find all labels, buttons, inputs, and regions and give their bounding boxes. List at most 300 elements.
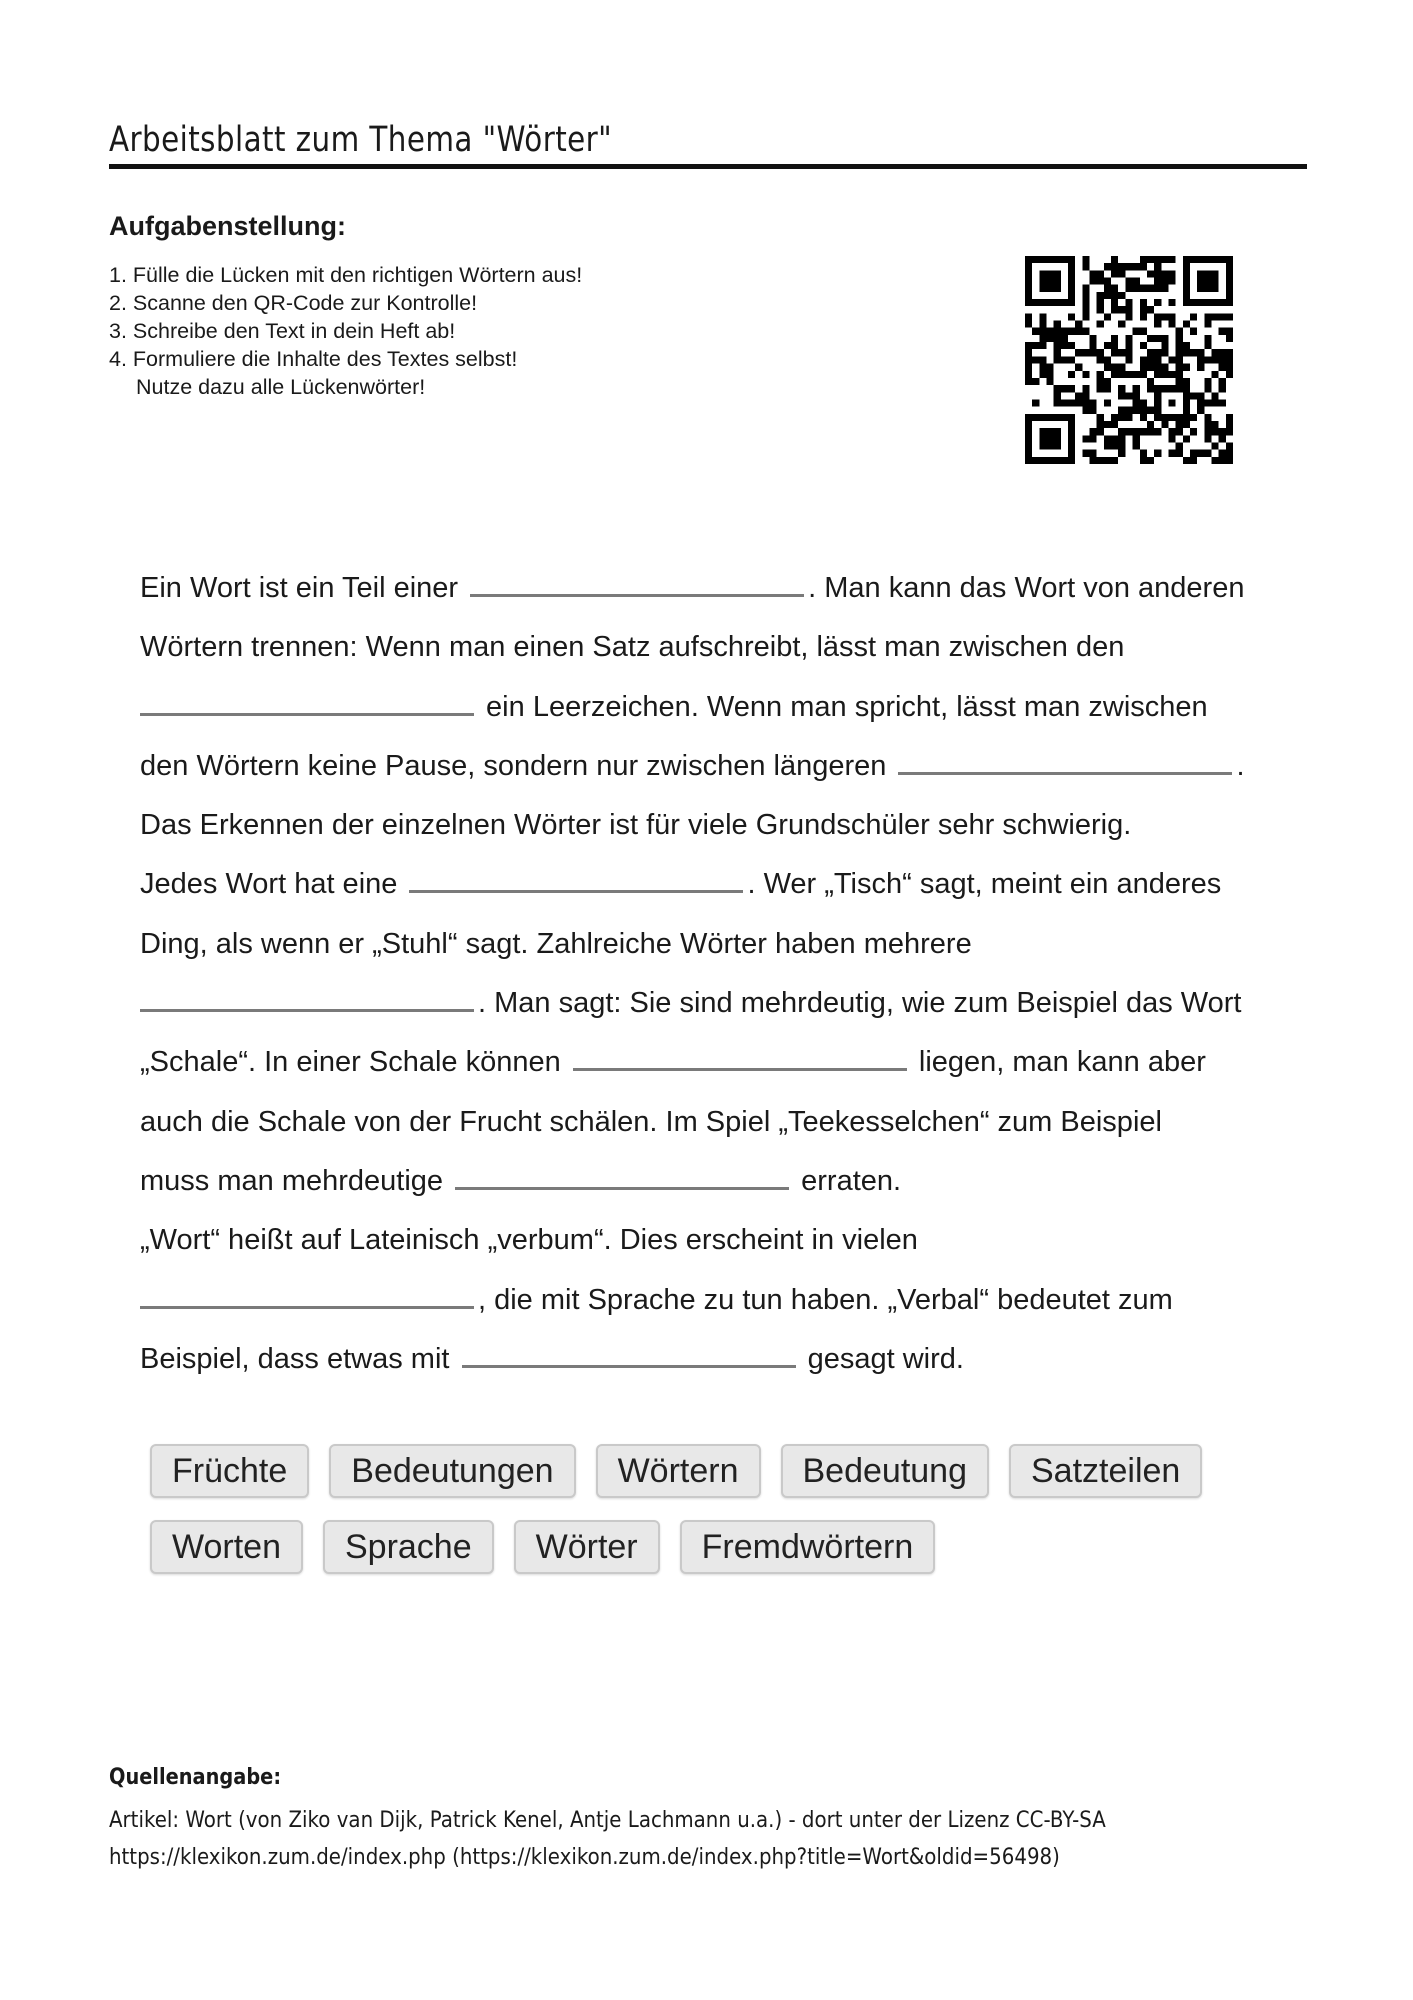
qr-module [1025, 321, 1032, 328]
qr-module [1226, 256, 1233, 263]
qr-module [1039, 313, 1046, 320]
qr-module [1025, 313, 1032, 320]
cloze-text-segment: den Wörtern keine Pause, sondern nur zwischen längeren [140, 749, 887, 782]
qr-module [1147, 407, 1154, 414]
qr-module [1226, 364, 1233, 371]
qr-module [1097, 299, 1104, 306]
qr-module [1140, 356, 1147, 363]
qr-module [1047, 442, 1054, 449]
qr-module [1190, 349, 1197, 356]
qr-module [1097, 385, 1104, 392]
qr-module [1111, 335, 1118, 342]
qr-module [1047, 378, 1054, 385]
qr-module [1133, 371, 1140, 378]
qr-module [1176, 442, 1183, 449]
qr-module [1061, 299, 1068, 306]
qr-module [1204, 378, 1211, 385]
qr-module [1226, 442, 1233, 449]
source-url[interactable]: https://klexikon.zum.de/index.php (https://klexikon.zum.de/index.php?title=Wort&oldid=56498) [109, 1845, 1060, 1870]
qr-module [1054, 392, 1061, 399]
qr-module [1190, 428, 1197, 435]
qr-module [1118, 385, 1125, 392]
qr-module [1147, 349, 1154, 356]
qr-module [1047, 364, 1054, 371]
qr-module [1090, 270, 1097, 277]
qr-module [1161, 371, 1168, 378]
qr-module [1025, 299, 1032, 306]
qr-module [1061, 457, 1068, 464]
word-chip[interactable]: Bedeutung [781, 1444, 990, 1498]
qr-module [1147, 378, 1154, 385]
qr-module [1104, 356, 1111, 363]
qr-module [1140, 428, 1147, 435]
qr-module [1039, 342, 1046, 349]
source-heading: Quellenangabe: [109, 1765, 282, 1790]
qr-module [1047, 428, 1054, 435]
qr-module [1140, 457, 1147, 464]
qr-module [1025, 285, 1032, 292]
qr-module [1197, 399, 1204, 406]
qr-module [1054, 270, 1061, 277]
qr-module [1197, 285, 1204, 292]
qr-module [1054, 321, 1061, 328]
qr-module [1190, 328, 1197, 335]
qr-module [1068, 371, 1075, 378]
qr-module [1025, 292, 1032, 299]
qr-module [1061, 342, 1068, 349]
task-item: 4. Formuliere die Inhalte des Textes selbst! [109, 347, 518, 371]
qr-module [1082, 328, 1089, 335]
qr-module [1118, 349, 1125, 356]
qr-module [1097, 414, 1104, 421]
qr-module [1097, 270, 1104, 277]
word-chip[interactable]: Sprache [323, 1520, 494, 1574]
qr-module [1176, 364, 1183, 371]
qr-module [1140, 399, 1147, 406]
qr-module [1133, 385, 1140, 392]
word-chip[interactable]: Bedeutungen [329, 1444, 575, 1498]
word-chip[interactable]: Worten [150, 1520, 303, 1574]
gap-input[interactable] [898, 746, 1232, 775]
qr-module [1025, 371, 1032, 378]
worksheet-header [109, 112, 1307, 169]
qr-module [1211, 428, 1218, 435]
cloze-line [140, 618, 1300, 677]
qr-module [1054, 342, 1061, 349]
word-chip[interactable]: Satzteilen [1009, 1444, 1202, 1498]
qr-module [1054, 285, 1061, 292]
qr-module [1082, 349, 1089, 356]
qr-module [1176, 349, 1183, 356]
cloze-line [140, 855, 1300, 914]
qr-module [1140, 342, 1147, 349]
qr-module [1226, 371, 1233, 378]
qr-module [1068, 442, 1075, 449]
qr-module [1133, 399, 1140, 406]
qr-module [1226, 421, 1233, 428]
cloze-line [140, 1033, 1300, 1092]
qr-module [1183, 378, 1190, 385]
qr-module [1032, 399, 1039, 406]
qr-module [1183, 364, 1190, 371]
qr-module [1054, 457, 1061, 464]
qr-module [1219, 313, 1226, 320]
cloze-text-segment: . Wer „Tisch“ sagt, meint ein anderes [747, 868, 1222, 901]
qr-module [1111, 349, 1118, 356]
qr-module [1090, 457, 1097, 464]
qr-module [1125, 263, 1132, 270]
task-item: 1. Fülle die Lücken mit den richtigen Wörtern aus! [109, 263, 583, 287]
qr-module [1226, 414, 1233, 421]
qr-module [1125, 371, 1132, 378]
cloze-line [140, 1271, 1300, 1330]
qr-module [1054, 435, 1061, 442]
qr-module [1161, 421, 1168, 428]
qr-module [1097, 321, 1104, 328]
qr-module [1039, 285, 1046, 292]
qr-module [1154, 428, 1161, 435]
cloze-text-segment: gesagt wird. [799, 1342, 964, 1375]
qr-module [1097, 278, 1104, 285]
qr-module [1154, 392, 1161, 399]
qr-module [1176, 356, 1183, 363]
qr-module [1097, 378, 1104, 385]
qr-module [1032, 299, 1039, 306]
qr-module [1068, 428, 1075, 435]
qr-module [1211, 457, 1218, 464]
word-chip[interactable]: Wörtern [596, 1444, 761, 1498]
qr-module [1032, 378, 1039, 385]
cloze-text-segment: , die mit Sprache zu tun haben. „Verbal“ bedeutet zum [478, 1283, 1173, 1316]
page-title: Arbeitsblatt zum Thema "Wörter" [109, 120, 613, 160]
qr-module [1068, 399, 1075, 406]
qr-module [1183, 263, 1190, 270]
qr-module [1090, 428, 1097, 435]
qr-module [1147, 285, 1154, 292]
qr-module [1125, 407, 1132, 414]
qr-module [1219, 299, 1226, 306]
qr-module [1125, 356, 1132, 363]
qr-module [1161, 342, 1168, 349]
qr-module [1032, 356, 1039, 363]
qr-module [1211, 371, 1218, 378]
qr-module [1183, 256, 1190, 263]
cloze-line [140, 1152, 1300, 1211]
qr-module [1140, 450, 1147, 457]
cloze-text-segment: liegen, man kann aber [910, 1046, 1206, 1079]
qr-module [1118, 407, 1125, 414]
qr-module [1068, 356, 1075, 363]
qr-module [1118, 450, 1125, 457]
qr-module [1104, 442, 1111, 449]
qr-module [1168, 371, 1175, 378]
qr-module [1147, 335, 1154, 342]
qr-module [1204, 321, 1211, 328]
qr-module [1168, 313, 1175, 320]
qr-module [1176, 414, 1183, 421]
word-chip[interactable]: Früchte [150, 1444, 309, 1498]
qr-module [1111, 292, 1118, 299]
qr-module [1140, 263, 1147, 270]
qr-module [1183, 321, 1190, 328]
qr-module [1047, 335, 1054, 342]
qr-module [1125, 285, 1132, 292]
qr-module [1125, 342, 1132, 349]
qr-module [1061, 414, 1068, 421]
cloze-text-segment: „Wort“ heißt auf Lateinisch „verbum“. Dies erscheint in vielen [140, 1224, 918, 1257]
qr-module [1125, 428, 1132, 435]
qr-module [1039, 364, 1046, 371]
qr-module [1147, 356, 1154, 363]
qr-module [1039, 299, 1046, 306]
qr-module [1068, 299, 1075, 306]
qr-module [1176, 378, 1183, 385]
qr-module [1025, 435, 1032, 442]
qr-module [1118, 306, 1125, 313]
gap-input[interactable] [140, 1280, 474, 1309]
qr-module [1168, 414, 1175, 421]
qr-module [1183, 414, 1190, 421]
qr-module [1068, 421, 1075, 428]
word-chip[interactable]: Wörter [514, 1520, 660, 1574]
qr-module [1047, 270, 1054, 277]
qr-module [1204, 270, 1211, 277]
qr-module [1176, 421, 1183, 428]
task-item: 2. Scanne den QR-Code zur Kontrolle! [109, 291, 478, 315]
gap-input[interactable] [140, 687, 474, 716]
cloze-line [140, 1330, 1300, 1389]
qr-module [1097, 292, 1104, 299]
qr-module [1047, 256, 1054, 263]
qr-module [1054, 356, 1061, 363]
qr-module [1082, 435, 1089, 442]
qr-module [1197, 256, 1204, 263]
gap-input[interactable] [462, 1339, 796, 1368]
qr-module [1168, 385, 1175, 392]
qr-module [1197, 356, 1204, 363]
qr-module [1054, 328, 1061, 335]
qr-module [1154, 299, 1161, 306]
qr-module [1075, 328, 1082, 335]
qr-module [1219, 399, 1226, 406]
qr-module [1047, 278, 1054, 285]
qr-module [1154, 450, 1161, 457]
qr-module [1054, 256, 1061, 263]
qr-module [1061, 328, 1068, 335]
qr-module [1147, 306, 1154, 313]
qr-module [1111, 435, 1118, 442]
cloze-text-segment: Beispiel, dass etwas mit [140, 1342, 450, 1375]
qr-module [1190, 414, 1197, 421]
qr-module [1168, 399, 1175, 406]
qr-module [1176, 335, 1183, 342]
qr-module [1025, 256, 1032, 263]
qr-module [1226, 349, 1233, 356]
qr-module [1176, 428, 1183, 435]
qr-module [1118, 442, 1125, 449]
qr-module [1197, 407, 1204, 414]
qr-module [1047, 457, 1054, 464]
qr-module [1097, 306, 1104, 313]
qr-module [1111, 263, 1118, 270]
qr-module [1226, 285, 1233, 292]
qr-module [1190, 392, 1197, 399]
qr-module [1197, 392, 1204, 399]
qr-module [1118, 263, 1125, 270]
qr-module [1054, 414, 1061, 421]
qr-module [1183, 349, 1190, 356]
qr-module [1197, 349, 1204, 356]
cloze-text-segment: „Schale“. In einer Schale können [140, 1046, 561, 1079]
qr-module [1125, 414, 1132, 421]
qr-module [1025, 342, 1032, 349]
qr-module [1204, 342, 1211, 349]
qr-module [1054, 428, 1061, 435]
qr-module [1054, 385, 1061, 392]
qr-module [1183, 392, 1190, 399]
qr-module [1211, 356, 1218, 363]
qr-module [1068, 414, 1075, 421]
qr-module [1204, 356, 1211, 363]
qr-module [1025, 263, 1032, 270]
qr-module [1133, 435, 1140, 442]
qr-module [1161, 414, 1168, 421]
qr-module [1061, 356, 1068, 363]
qr-module [1061, 256, 1068, 263]
qr-module [1154, 399, 1161, 406]
qr-module [1168, 450, 1175, 457]
qr-module [1039, 457, 1046, 464]
qr-module [1032, 457, 1039, 464]
cloze-text-segment: Das Erkennen der einzelnen Wörter ist für viele Grundschüler sehr schwierig. [140, 809, 1132, 842]
qr-module [1039, 328, 1046, 335]
qr-module [1090, 435, 1097, 442]
qr-module [1226, 313, 1233, 320]
qr-module [1097, 356, 1104, 363]
qr-module [1183, 270, 1190, 277]
qr-module [1154, 407, 1161, 414]
qr-module [1118, 321, 1125, 328]
qr-module [1168, 435, 1175, 442]
cloze-line [140, 915, 1300, 974]
qr-module [1090, 335, 1097, 342]
qr-module [1125, 299, 1132, 306]
cloze-line [140, 796, 1300, 855]
qr-module [1219, 435, 1226, 442]
task-list [109, 261, 582, 401]
gap-input[interactable] [140, 983, 474, 1012]
qr-module [1047, 299, 1054, 306]
qr-module [1147, 385, 1154, 392]
qr-module [1025, 364, 1032, 371]
qr-module [1226, 328, 1233, 335]
qr-module [1133, 278, 1140, 285]
qr-module [1133, 442, 1140, 449]
qr-module [1190, 457, 1197, 464]
qr-module [1190, 299, 1197, 306]
qr-module [1154, 356, 1161, 363]
qr-module [1154, 371, 1161, 378]
qr-module [1161, 285, 1168, 292]
qr-module [1032, 342, 1039, 349]
qr-module [1154, 313, 1161, 320]
word-chip[interactable]: Fremdwörtern [680, 1520, 936, 1574]
source-citation: Artikel: Wort (von Ziko van Dijk, Patrick Kenel, Antje Lachmann u.a.) - dort unter der Lizenz CC-BY-SA [109, 1808, 1106, 1833]
qr-module [1097, 457, 1104, 464]
task-heading: Aufgabenstellung: [109, 211, 346, 241]
qr-module [1176, 450, 1183, 457]
qr-module [1204, 299, 1211, 306]
qr-module [1219, 428, 1226, 435]
word-bank-row [150, 1520, 1250, 1574]
qr-module [1226, 457, 1233, 464]
qr-module [1111, 364, 1118, 371]
qr-module [1047, 414, 1054, 421]
gap-input[interactable] [573, 1042, 907, 1071]
gap-input[interactable] [409, 864, 743, 893]
qr-module [1068, 270, 1075, 277]
cloze-line [140, 737, 1300, 796]
qr-module [1047, 285, 1054, 292]
qr-module [1025, 450, 1032, 457]
qr-module [1161, 256, 1168, 263]
qr-module [1211, 299, 1218, 306]
qr-module [1133, 392, 1140, 399]
qr-module [1140, 407, 1147, 414]
cloze-text-segment: muss man mehrdeutige [140, 1164, 444, 1197]
qr-module [1154, 270, 1161, 277]
qr-module [1097, 421, 1104, 428]
gap-input[interactable] [470, 568, 804, 597]
qr-module [1161, 335, 1168, 342]
qr-module [1068, 435, 1075, 442]
qr-module [1082, 407, 1089, 414]
qr-module [1111, 299, 1118, 306]
qr-module [1104, 457, 1111, 464]
qr-module [1125, 335, 1132, 342]
qr-module [1068, 278, 1075, 285]
qr-module [1183, 407, 1190, 414]
qr-module [1211, 313, 1218, 320]
qr-module [1183, 285, 1190, 292]
qr-module [1219, 356, 1226, 363]
qr-module [1025, 270, 1032, 277]
qr-module [1118, 428, 1125, 435]
qr-module [1211, 421, 1218, 428]
qr-module [1118, 435, 1125, 442]
qr-module [1168, 321, 1175, 328]
gap-input[interactable] [455, 1161, 789, 1190]
qr-module [1097, 349, 1104, 356]
qr-module [1090, 278, 1097, 285]
qr-module [1082, 292, 1089, 299]
qr-module [1075, 399, 1082, 406]
qr-module [1082, 392, 1089, 399]
qr-module [1104, 421, 1111, 428]
qr-module [1168, 278, 1175, 285]
qr-module [1154, 256, 1161, 263]
qr-module [1054, 349, 1061, 356]
qr-module [1190, 450, 1197, 457]
qr-module [1068, 313, 1075, 320]
qr-code-icon [1025, 256, 1233, 464]
qr-module [1211, 392, 1218, 399]
qr-module [1161, 385, 1168, 392]
qr-module [1111, 371, 1118, 378]
qr-module [1025, 349, 1032, 356]
qr-module [1140, 256, 1147, 263]
qr-module [1111, 342, 1118, 349]
